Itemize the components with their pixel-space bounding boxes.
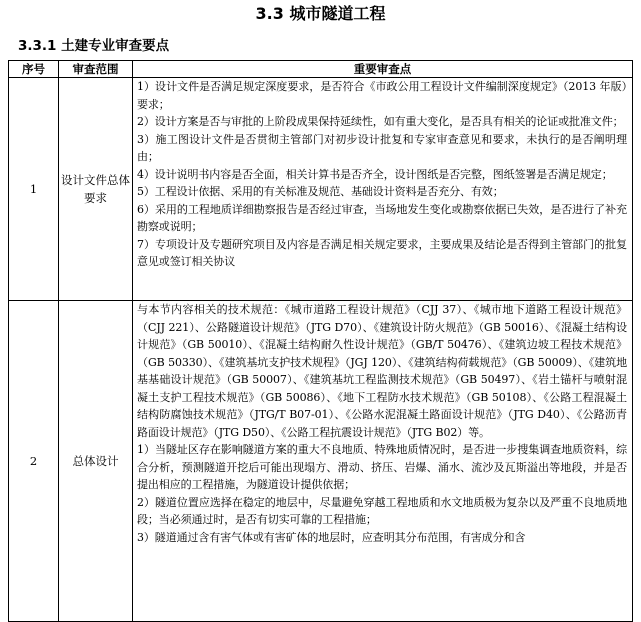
review-points-table [8,60,633,622]
review-point: 3）隧道通过含有害气体或有害矿体的地层时，应查明其分布范围，有害成分和含 [137,530,526,544]
review-point: 2）隧道位置应选择在稳定的地层中，尽量避免穿越工程地质和水文地质极为复杂以及严重不良地质地段；当必须通过时，是否有切实可靠的工程措施； [137,495,627,526]
header-index: 序号 [9,61,59,78]
review-point: 7）专项设计及专题研究项目及内容是否满足相关规定要求，主要成果及结论是否得到主管部门的批复意见或签订相关协议 [137,237,627,268]
table-header-row [9,61,633,78]
header-points: 重要审查点 [133,61,633,78]
review-point: 3）施工图设计文件是否贯彻主管部门对初步设计批复和专家审查意见和要求，未执行的是否阐明理由； [137,132,627,163]
page-title: 3.3 城市隧道工程 [255,4,386,23]
row-index: 2 [9,301,59,622]
review-point: 4）设计说明书内容是否全面，相关计算书是否齐全，设计图纸是否完整，图纸签署是否满足规定； [137,167,613,181]
review-point: 1）当隧址区存在影响隧道方案的重大不良地质、特殊地质情况时，是否进一步搜集调查地质资料，综合分析，预测隧道开挖后可能出现塌方、滑动、挤压、岩爆、涌水、流沙及瓦斯溢出等地段，并是否提出相应的工程措施，为隧道设计提供依据； [137,443,627,491]
table-row [9,78,633,301]
review-point: 6）采用的工程地质详细勘察报告是否经过审查，当场地发生变化或勘察依据已失效，是否进行了补充勘察或说明； [137,202,627,233]
review-point: 5）工程设计依据、采用的有关标准及规范、基础设计资料是否充分、有效； [137,185,504,198]
row-scope: 总体设计 [59,301,133,622]
row-index: 1 [9,78,59,301]
header-scope: 审查范围 [59,61,133,78]
table-row [9,301,633,622]
row-scope: 设计文件总体要求 [59,78,133,301]
section-heading: 3.3.1 土建专业审查要点 [18,38,170,54]
review-point: 1）设计文件是否满足规定深度要求，是否符合《市政公用工程设计文件编制深度规定》（2013 年版）要求； [137,80,627,111]
review-point: 2）设计方案是否与审批的上阶段成果保持延续性，如有重大变化，是否具有相关的论证或批准文件； [137,115,624,128]
row-points [133,78,633,301]
row-points [133,301,633,622]
review-point: 与本节内容相关的技术规范：《城市道路工程设计规范》（CJJ 37）、《城市地下道路工程设计规范》（CJJ 221）、公路隧道设计规范》（JTG D70）、《建筑设计防火规范》（GB 50016）、《混凝土结构设计规范》（GB 50010）、《混凝土结构耐久性设计规范》（GB/T 50476）、《建筑边坡工程技术规范》（GB 50330）、《建筑基坑支护技术规程》（JGJ 120）、《建筑结构荷载规范》（GB 50009）、《建筑地基基础设计规范》（GB 50007）、《建筑基坑工程监测技术规范》（GB 50497）、《岩土锚杆与喷射混凝土支护工程技术规范》（GB 50086）、《地下工程防水技术规范》（GB 50108）、《公路工程混凝土结构防腐蚀技术规范》（JTG/T B07-01）、《公路水泥混凝土路面设计规范》（JTG D40）、《公路沥青路面设计规范》（JTG D50）、《公路工程抗震设计规范》（JTG B02）等。 [137,303,627,439]
